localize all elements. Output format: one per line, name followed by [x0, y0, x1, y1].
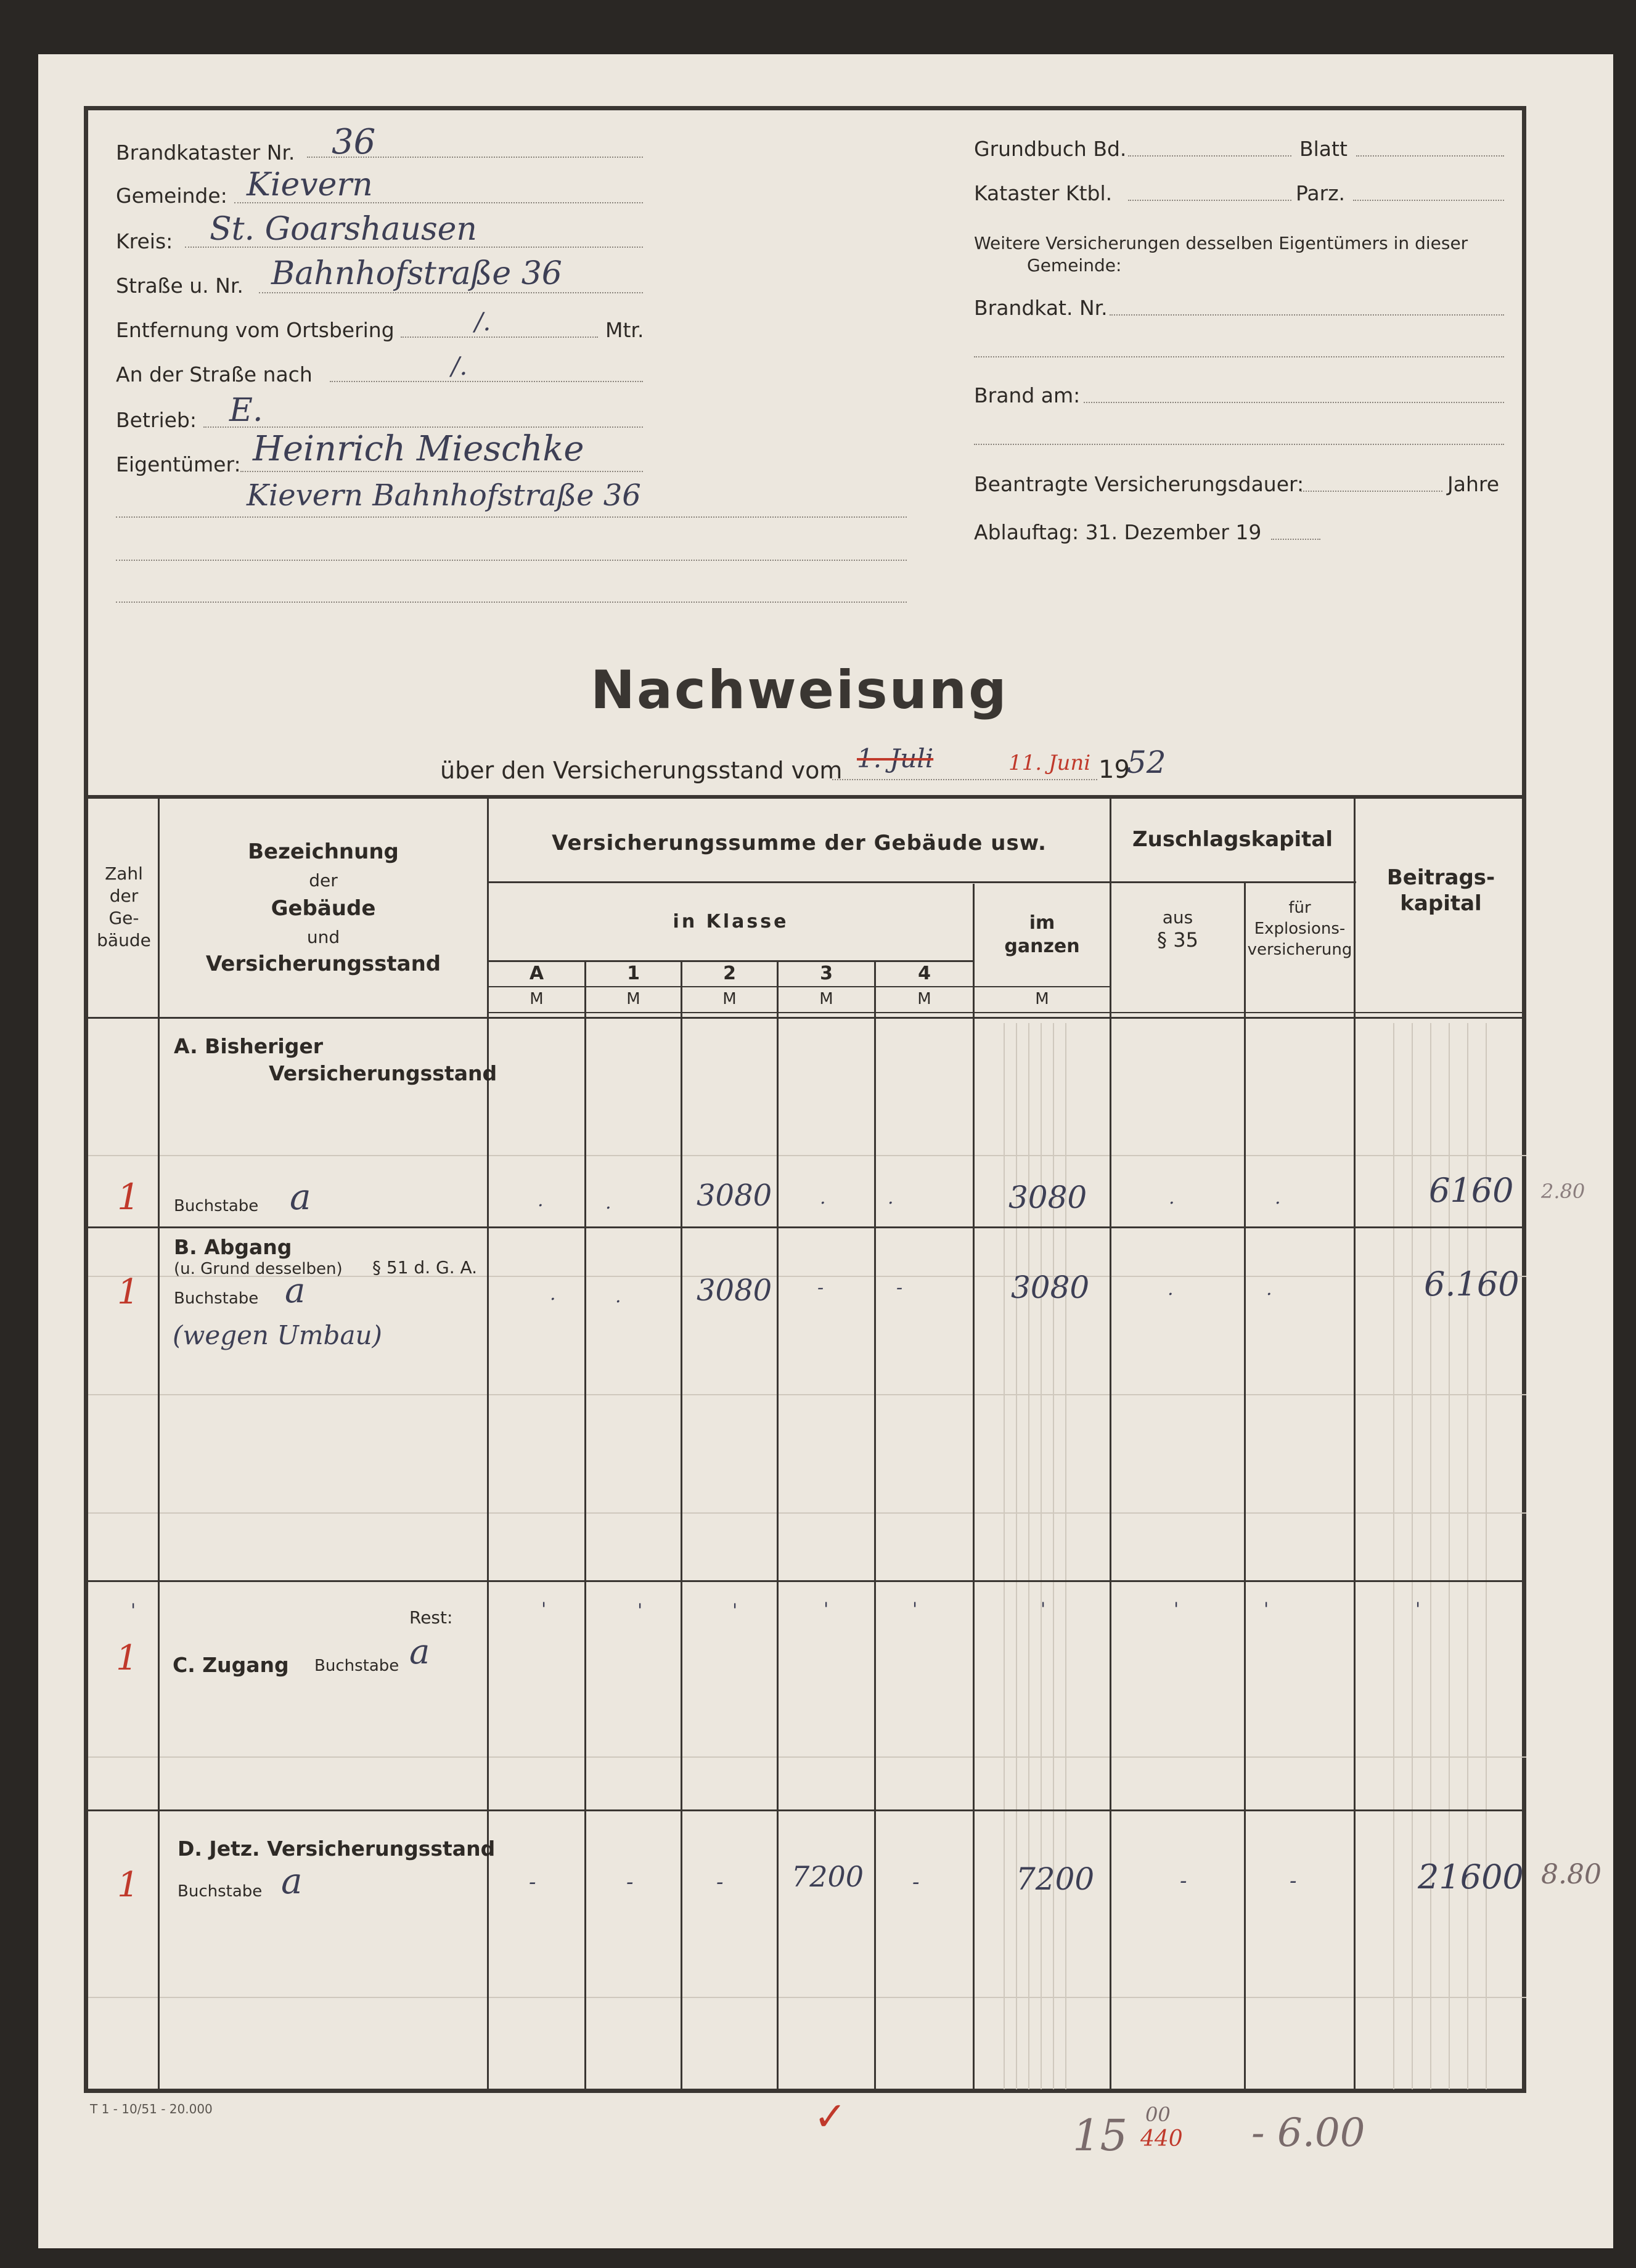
calc-value-1-sub: 440	[1140, 2126, 1183, 2152]
betrieb-label: Betrieb:	[116, 408, 197, 432]
blatt-label: Blatt	[1299, 137, 1348, 161]
section-line	[88, 1226, 1526, 1228]
header-line	[487, 986, 1110, 987]
calc-value-1-sup: 00	[1145, 2103, 1171, 2126]
ruled-line	[88, 1756, 1526, 1758]
section-c-buchstabe-label: Buchstabe	[314, 1657, 399, 1675]
section-a-dot-3: .	[820, 1187, 826, 1209]
document-title: Nachweisung	[591, 659, 1008, 721]
header-bottom-line	[88, 1017, 1526, 1019]
grundbuch-label: Grundbuch Bd.	[974, 137, 1127, 161]
strasse-nach-value: /.	[451, 353, 468, 381]
section-b-dot-a: .	[550, 1283, 556, 1305]
strasse-value: Bahnhofstraße 36	[271, 255, 562, 292]
gemeinde-label: Gemeinde:	[116, 184, 227, 208]
section-a-label-2: Versicherungsstand	[269, 1061, 497, 1085]
section-d-im-ganzen: 7200	[1016, 1861, 1095, 1897]
header-line	[487, 1012, 1526, 1013]
fuer-1: für	[1288, 899, 1311, 917]
section-c-buchstabe-value: a	[409, 1632, 430, 1672]
beitrag-2: kapital	[1400, 891, 1482, 916]
col-line	[584, 961, 586, 2091]
form-frame	[84, 106, 1526, 2093]
dotted-line	[203, 426, 643, 428]
klasse-4: 4	[918, 963, 931, 984]
section-d-label: D. Jetz. Versicherungsstand	[178, 1837, 496, 1861]
gemeinde-value: Kievern	[247, 166, 373, 203]
col-line	[681, 961, 682, 2091]
section-a-dot-aus: .	[1169, 1187, 1175, 1209]
section-a-label-1: A. Bisheriger	[174, 1034, 324, 1058]
section-d-dash-4: -	[912, 1870, 920, 1895]
section-b-label-3: § 51 d. G. A.	[372, 1257, 478, 1278]
ledger-line	[1412, 1023, 1413, 2089]
rest-label: Rest:	[409, 1607, 453, 1628]
section-b-klasse-2: 3080	[697, 1273, 772, 1308]
weitere-line2: Gemeinde:	[1027, 255, 1122, 275]
print-code: T 1 - 10/51 - 20.000	[90, 2102, 213, 2116]
zahl-line: Zahl	[105, 863, 143, 884]
section-line	[88, 1580, 1526, 1582]
zahl-line: der	[109, 886, 139, 906]
bez-header-4: und	[306, 927, 340, 947]
col-line	[1354, 799, 1356, 2091]
bez-header-1: Bezeichnung	[248, 839, 399, 864]
betrieb-value: E.	[229, 392, 263, 429]
bez-header-2: der	[309, 870, 338, 891]
section-a-dot-fuer: .	[1275, 1187, 1281, 1209]
dotted-line	[116, 516, 907, 518]
section-a-klasse-2: 3080	[697, 1178, 772, 1213]
im-ganzen-2: ganzen	[1004, 936, 1080, 957]
dauer-label: Beantragte Versicherungsdauer:	[974, 472, 1304, 496]
section-b-dash-3: -	[817, 1277, 824, 1299]
dotted-line	[1301, 491, 1442, 492]
subtitle-struck-date: 1. Juli	[857, 743, 934, 773]
header-line	[487, 960, 974, 962]
col-line	[777, 961, 779, 2091]
dotted-line	[1271, 539, 1320, 540]
unit-1: M	[626, 990, 640, 1008]
check-mark: ✓	[814, 2094, 847, 2140]
brand-am-label: Brand am:	[974, 383, 1081, 407]
section-b-dot-fuer: .	[1266, 1278, 1272, 1300]
rest-mark: '	[732, 1600, 738, 1621]
section-a-zahl: 1	[117, 1176, 140, 1218]
section-b-im-ganzen: 3080	[1011, 1270, 1090, 1305]
section-d-margin-note: 8.80	[1541, 1859, 1601, 1890]
section-b-dot-1: .	[615, 1286, 621, 1307]
rest-mark: '	[912, 1599, 918, 1620]
section-a-buchstabe-value: a	[290, 1176, 311, 1218]
eigentuemer-name: Heinrich Mieschke	[253, 429, 584, 469]
rest-mark: '	[131, 1600, 136, 1621]
section-a-dot-4: .	[888, 1187, 894, 1209]
klasse-a: A	[529, 963, 544, 984]
section-d-buchstabe-label: Buchstabe	[178, 1882, 263, 1901]
zahl-line: bäude	[97, 930, 151, 950]
parz-label: Parz.	[1296, 181, 1346, 205]
section-d-buchstabe-value: a	[281, 1860, 303, 1902]
unit-2: M	[722, 990, 737, 1008]
entfernung-unit: Mtr.	[605, 318, 644, 342]
section-a-buchstabe-label: Buchstabe	[174, 1197, 259, 1215]
document-subtitle: über den Versicherungsstand vom	[440, 757, 843, 784]
brandkat-label: Brandkat. Nr.	[974, 296, 1108, 320]
section-a-im-ganzen: 3080	[1008, 1180, 1087, 1215]
dotted-line	[974, 444, 1504, 445]
ledger-line	[1393, 1023, 1394, 2089]
klasse-3: 3	[820, 963, 833, 984]
subtitle-year-prefix: 19	[1098, 756, 1130, 784]
section-d-beitrag: 21600	[1418, 1858, 1524, 1896]
entfernung-value: /.	[475, 308, 491, 337]
zahl-line: Ge-	[108, 908, 139, 928]
section-b-dash-4: -	[896, 1277, 903, 1299]
fuer-2: Explosions-	[1254, 920, 1346, 938]
dotted-line	[259, 292, 643, 293]
calc-value-1: 15	[1073, 2110, 1128, 2161]
section-a-margin-note: 2.80	[1541, 1180, 1585, 1203]
calc-value-2: - 6.00	[1251, 2110, 1365, 2156]
rest-mark: '	[1415, 1599, 1421, 1620]
section-a-beitrag: 6160	[1429, 1171, 1514, 1210]
section-b-buchstabe-value: a	[285, 1271, 306, 1311]
dotted-line	[832, 779, 1097, 780]
kreis-value: St. Goarshausen	[210, 211, 477, 248]
rest-mark: '	[824, 1599, 829, 1620]
col-zahl-header	[90, 863, 158, 952]
brandkataster-label: Brandkataster Nr.	[116, 141, 295, 165]
section-b-dot-aus: .	[1168, 1278, 1174, 1300]
dotted-line	[116, 602, 907, 603]
ruled-line	[88, 1394, 1526, 1395]
aus-1: aus	[1162, 907, 1193, 928]
fuer-3: versicherung	[1247, 940, 1352, 959]
subtitle-year-suffix: 52	[1127, 744, 1166, 780]
dotted-line	[1128, 200, 1291, 201]
weitere-line1: Weitere Versicherungen desselben Eigentümers in dieser	[974, 233, 1468, 253]
col-line	[1110, 799, 1111, 2091]
ablauf-label: Ablauftag: 31. Dezember 19	[974, 520, 1262, 544]
ruled-line	[88, 1997, 1526, 1998]
dotted-line	[240, 471, 643, 472]
section-b-beitrag: 6.160	[1424, 1265, 1519, 1303]
klasse-2: 2	[723, 963, 736, 984]
in-klasse-label: in Klasse	[673, 911, 789, 932]
rest-mark: '	[1174, 1599, 1179, 1620]
col-line	[973, 884, 975, 2091]
dotted-line	[1128, 155, 1291, 157]
section-b-reason: (wegen Umbau)	[173, 1320, 382, 1350]
dotted-line	[401, 337, 598, 338]
unit-a: M	[530, 990, 544, 1008]
section-line	[88, 1809, 1526, 1811]
kreis-label: Kreis:	[116, 229, 173, 253]
section-b-zahl: 1	[117, 1272, 139, 1312]
section-d-dash-aus: -	[1180, 1869, 1187, 1893]
unit-ganzen: M	[1035, 990, 1049, 1008]
eigentuemer-label: Eigentümer:	[116, 452, 241, 476]
rest-mark: '	[1041, 1599, 1046, 1620]
section-c-label: C. Zugang	[173, 1653, 289, 1677]
kataster-label: Kataster Ktbl.	[974, 181, 1113, 205]
strasse-label: Straße u. Nr.	[116, 274, 243, 298]
zuschlag-title: Zuschlagskapital	[1132, 827, 1333, 852]
rest-mark: '	[1264, 1599, 1269, 1620]
section-d-dash-fuer: -	[1290, 1869, 1297, 1893]
bez-header-5: Versicherungsstand	[205, 952, 441, 976]
aus-2: § 35	[1157, 928, 1198, 952]
ledger-line	[1004, 1023, 1005, 2089]
col-line	[874, 961, 876, 2091]
entfernung-label: Entfernung vom Ortsbering	[116, 318, 395, 342]
vs-title: Versicherungssumme der Gebäude usw.	[552, 831, 1047, 855]
subtitle-date: 11. Juni	[1008, 751, 1091, 775]
dotted-line	[1353, 200, 1504, 201]
section-c-zahl: 1	[116, 1638, 138, 1678]
ruled-line	[88, 1512, 1526, 1514]
section-a-dot-a: .	[538, 1189, 544, 1211]
section-b-label-1: B. Abgang	[174, 1235, 292, 1259]
strasse-nach-label: An der Straße nach	[116, 362, 313, 386]
section-b-buchstabe-label: Buchstabe	[174, 1289, 259, 1308]
dotted-line	[116, 560, 907, 561]
section-a-dot-1: .	[605, 1192, 611, 1214]
col-line	[158, 799, 160, 2091]
dotted-line	[1356, 155, 1504, 157]
rest-mark: '	[541, 1599, 547, 1620]
beitrag-1: Beitrags-	[1386, 865, 1495, 890]
dotted-line	[330, 381, 643, 382]
jahre-label: Jahre	[1447, 472, 1500, 496]
im-ganzen-1: im	[1029, 912, 1055, 934]
table-top-line	[88, 795, 1526, 799]
section-d-zahl: 1	[117, 1865, 139, 1905]
dotted-line	[974, 356, 1504, 357]
unit-3: M	[819, 990, 833, 1008]
section-b-label-2: (u. Grund desselben)	[174, 1260, 343, 1278]
brandkataster-value: 36	[332, 122, 376, 162]
unit-4: M	[917, 990, 931, 1008]
rest-mark: '	[637, 1600, 643, 1621]
bez-header-3: Gebäude	[271, 896, 376, 921]
ruled-line	[88, 1155, 1526, 1156]
col-line	[1244, 881, 1246, 2091]
section-d-klasse-3: 7200	[791, 1860, 864, 1893]
section-d-dash-1: -	[626, 1870, 634, 1895]
dotted-line	[1110, 314, 1504, 316]
section-d-dash-a: -	[529, 1870, 536, 1895]
klasse-1: 1	[627, 963, 640, 984]
eigentuemer-address: Kievern Bahnhofstraße 36	[247, 478, 641, 513]
dotted-line	[1084, 402, 1504, 403]
header-line	[487, 881, 1356, 883]
section-d-dash-2: -	[716, 1870, 724, 1895]
